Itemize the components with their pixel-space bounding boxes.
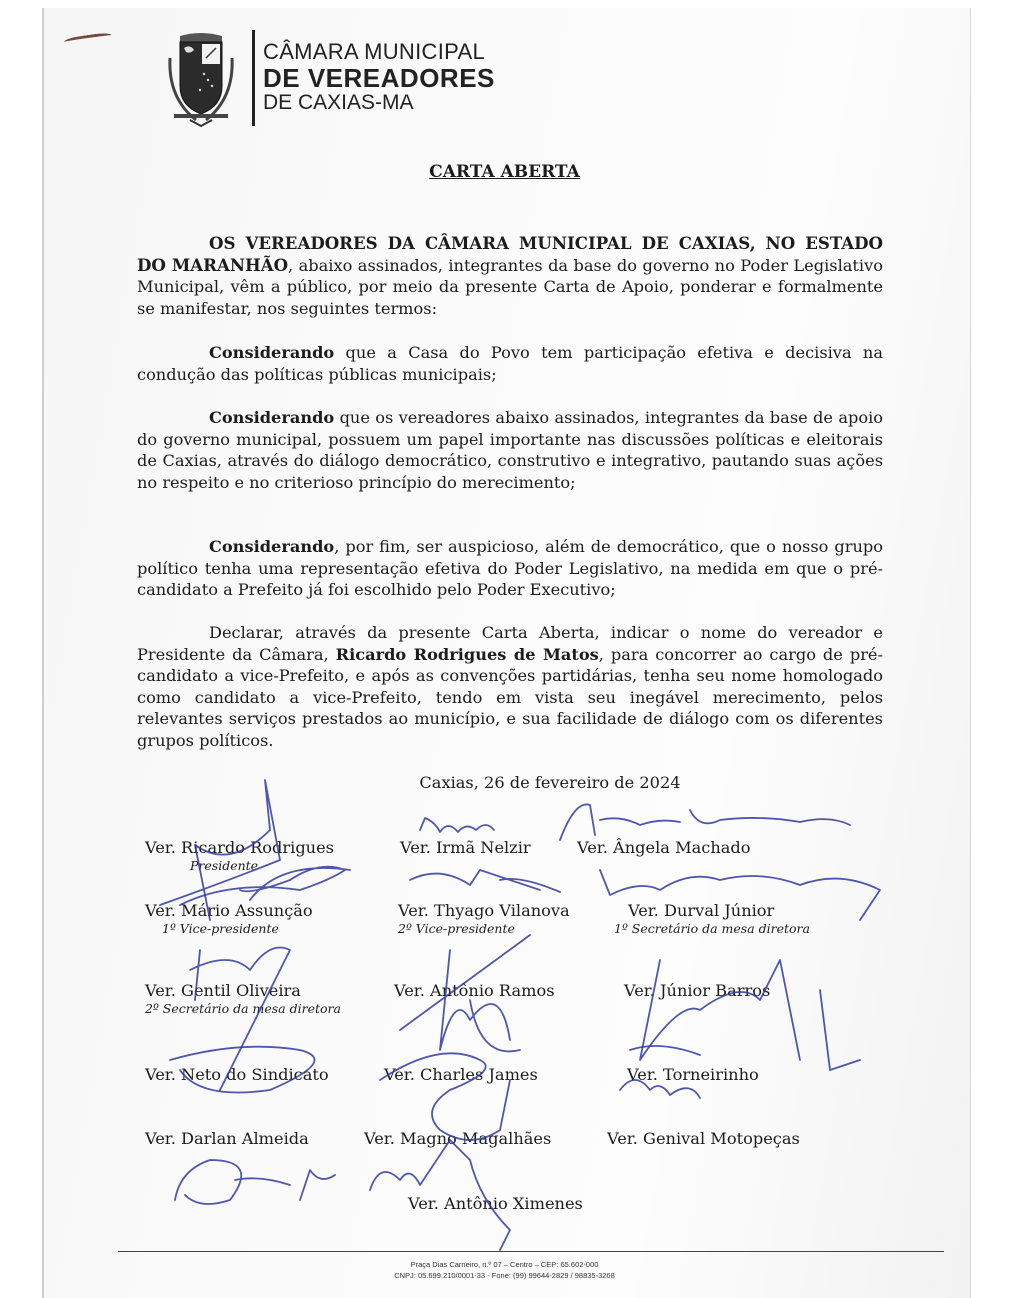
signatory-name: Ver. Antônio Ramos: [394, 981, 555, 1000]
date-line: Caxias, 26 de fevereiro de 2024: [419, 773, 681, 792]
signatory-name: Ver. Júnior Barros: [624, 981, 771, 1000]
signatory: [607, 1129, 800, 1148]
signatory-name: Ver. Gentil Oliveira: [145, 981, 301, 1000]
signatory-name: Ver. Thyago Vilanova: [398, 901, 570, 920]
signatory-name: Ver. Durval Júnior: [628, 901, 775, 920]
signatory: [408, 1194, 583, 1213]
signatory: [145, 1129, 309, 1148]
signatory-role: 1º Vice-presidente: [162, 921, 279, 936]
institution-name: [263, 40, 495, 115]
document-title: CARTA ABERTA: [429, 162, 580, 182]
institution-line-2: DE VEREADORES: [263, 63, 495, 93]
declaration-text-a: Declarar, através da presente Carta Aberta, indicar o nome do vereador e Presidente da Câmara,: [137, 623, 883, 664]
paragraph-considerando-2: [137, 407, 883, 493]
considerando-text: , por fim, ser auspicioso, além de democrático, que o nosso grupo político tenha uma representação efetiva do Poder Legislativo, na medida em que o pré-candidato a Prefeito já foi escolhido pelo Poder Executivo;: [137, 537, 883, 599]
footer-address: Praça Dias Carneiro, n.º 07 – Centro – CEP: 65.602-000: [410, 1260, 599, 1269]
signatory-role: Presidente: [190, 858, 259, 873]
signatory-name: Ver. Antônio Ximenes: [408, 1194, 583, 1213]
signatory-name: Ver. Genival Motopeças: [607, 1129, 800, 1148]
signatory-name: Ver. Neto do Sindicato: [145, 1065, 329, 1084]
signatory-name: Ver. Irmã Nelzir: [400, 838, 531, 857]
header-divider: [252, 30, 255, 126]
signatory: [577, 838, 751, 857]
paragraph-considerando-1: [137, 342, 883, 385]
coat-of-arms-icon: [160, 28, 242, 128]
signatory-name: Ver. Mário Assunção: [145, 901, 313, 920]
signatory: [384, 1065, 538, 1084]
signatory-name: Ver. Charles James: [384, 1065, 538, 1084]
footer-contact: CNPJ: 05.699.210/0001-33 - Fone: (99) 99644-2829 / 98835-3268: [394, 1271, 615, 1280]
signatory-role: 1º Secretário da mesa diretora: [614, 921, 810, 936]
signatory: [145, 838, 334, 873]
considerando-bold: Considerando: [209, 343, 335, 362]
signatory: [627, 1065, 759, 1084]
intro-text: , abaixo assinados, integrantes da base do governo no Poder Legislativo Municipal, vêm a público, por meio da presente Carta de Apoio, ponderar e formalmente se manifestar, nos seguintes termos:: [137, 255, 883, 318]
footer: [0, 1259, 1009, 1281]
signatory: [394, 981, 555, 1000]
considerando-bold: Considerando: [209, 537, 335, 556]
paragraph-considerando-3: [137, 536, 883, 601]
signatory: [145, 981, 341, 1016]
signatory-role: 2º Vice-presidente: [398, 921, 515, 936]
signatory: [624, 981, 770, 1000]
signatory: [145, 1065, 329, 1084]
paragraph-declaration: [137, 622, 883, 751]
paragraph-intro: [137, 233, 883, 319]
signatory: [364, 1129, 551, 1148]
signatory: [145, 901, 313, 936]
considerando-text: que os vereadores abaixo assinados, integrantes da base de apoio do governo municipal, possuem um papel importante nas discussões políticas e eleitorais de Caxias, através do diálogo democrático, construtivo e integrativo, pautando suas ações no respeito e no criterioso princípio do merecimento;: [137, 408, 883, 492]
nominee-name: Ricardo Rodrigues de Matos: [335, 644, 599, 664]
institution-line-1: CÂMARA MUNICIPAL: [263, 39, 485, 65]
signatory-name: Ver. Ricardo Rodrigues: [145, 838, 334, 857]
intro-bold: OS VEREADORES DA CÂMARA MUNICIPAL DE CAXIAS, NO ESTADO DO MARANHÃO: [137, 233, 883, 275]
signatory-role: 2º Secretário da mesa diretora: [145, 1001, 341, 1016]
signatory: [400, 838, 531, 857]
signatory-name: Ver. Magno Magalhães: [364, 1129, 552, 1148]
considerando-text: que a Casa do Povo tem participação efetiva e decisiva na condução das políticas públicas municipais;: [137, 343, 883, 384]
letterhead: [160, 25, 495, 130]
footer-divider: [118, 1251, 944, 1252]
signatory: [614, 901, 810, 936]
signatory-name: Ver. Darlan Almeida: [145, 1129, 309, 1148]
signatory-name: Ver. Ângela Machado: [577, 838, 751, 857]
considerando-bold: Considerando: [209, 408, 335, 427]
declaration-text-b: , para concorrer ao cargo de pré-candidato a vice-Prefeito, e após as convenções partidárias, tenha seu nome homologado como candidato a vice-Prefeito, tendo em vista seu inegável merecimento, pelos relevantes serviços prestados ao município, e sua facilidade de diálogo com os diferentes grupos políticos.: [137, 644, 883, 750]
institution-line-3: DE CAXIAS-MA: [263, 91, 414, 115]
signatory-name: Ver. Torneirinho: [627, 1065, 759, 1084]
signatory: [398, 901, 570, 936]
